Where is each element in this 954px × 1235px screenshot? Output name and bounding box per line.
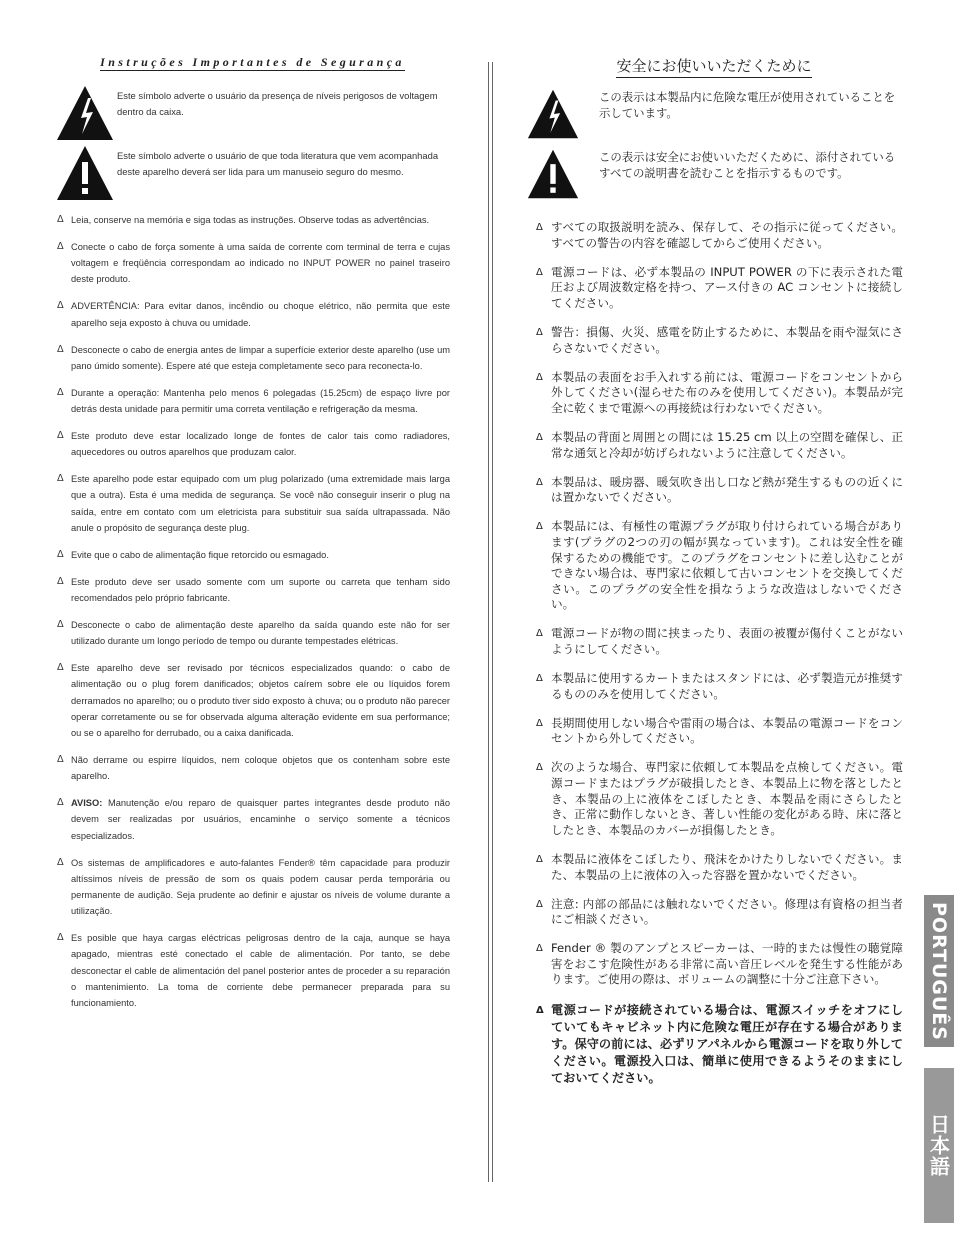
jp-symbol-1-text: この表示は本製品内に危険な電圧が使用されていることを示しています。 [599,90,896,120]
tab-japanese-label: 日本語 [926,1114,951,1177]
jp-symbol-row-exclamation [525,148,903,200]
japanese-title: 安全にお使いいただくために [525,55,903,76]
list-item: Δ 警告：損傷、火災、感電を防止するために、本製品を雨や湿気にさらさないでください。 [525,325,903,356]
list-item-aviso [55,795,450,844]
list-item: Δ 本製品の背面と周囲との間には 15.25 cm 以上の空間を確保し、正常な通気と冷却が妨げられないように注意してください。 [525,430,903,461]
pt-instruction-list [55,212,450,1011]
tab-portuguese-label: PORTUGUÊS [928,901,950,1041]
portuguese-column [55,55,450,1022]
column-divider [488,62,489,1182]
list-item: Δ 本製品に使用するカートまたはスタンドには、必ず製造元が推奨するもののみを使用してください。 [525,671,903,702]
pt-symbol-row-exclamation [55,144,450,202]
list-item: Δ Este produto deve ser usado somente com um suporte ou carreta que tenham sido recomendados pelo próprio fabricante. [55,574,450,606]
list-item: Δ Desconecte o cabo de alimentação deste aparelho da saída quando este não for ser utilizado durante um longo período de tempo ou durante tempestades elétricas. [55,617,450,649]
list-item: Δ Os sistemas de amplificadores e auto-falantes Fender® têm capacidade para produzir altíssimos níveis de pressão de som os quais podem causar perda temporária ou permanente de audição. Seja prudente ao definir e ajustar os níveis de volume durante a utilização. [55,855,450,920]
list-item: Δ Este aparelho deve ser revisado por técnicos especializados quando: o cabo de alimentação ou o plug forem danificados; objetos caírem sobre ele ou líquidos forem derramados no aparelho; ou o produto tiver sido exposto à chuva; ou o produto não parecer operar corretamente ou se for observada alguma alteração evidente em sua performance; ou se o aparelho for derrubado, ou a caixa danificada. [55,660,450,741]
list-item: Δ 電源コードは、必ず本製品の INPUT POWER の下に表示された電圧および周波数定格を持つ、アース付きの AC コンセントに接続してください。 [525,265,903,312]
aviso-label: AVISO: [71,798,103,809]
exclamation-warning-icon [525,148,581,200]
aviso-text: Manutenção e/ou reparo de quaisquer partes integrantes desde produto não devem ser realizadas por usuários, encaminhe o serviço somente a técnicos especializados. [71,798,450,841]
list-item: Δ ADVERTÊNCIA: Para evitar danos, incêndio ou choque elétrico, não permita que este aparelho seja exposto à chuva ou umidade. [55,298,450,330]
pt-symbol-row-lightning [55,84,450,142]
list-item: Δ 電源コードが物の間に挟まったり、表面の被覆が傷付くことがないようにしてください。 [525,626,903,657]
list-item-bold: Δ 電源コードが接続されている場合は、電源スイッチをオフにしていてもキャビネット内に危険な電圧が存在する場合があります。保守の前には、必ずリアパネルから電源コードを取り外してください。電源投入口は、簡単に使用できるようそのままにしておいてください。 [525,1002,903,1087]
list-item: Δ Desconecte o cabo de energia antes de limpar a superfície exterior deste aparelho (use um pano úmido somente). Espere até que esteja completamente seco para reconecta-lo. [55,342,450,374]
portuguese-title: Instruções Importantes de Segurança [100,55,405,69]
pt-symbol-2-text: Este símbolo adverte o usuário de que toda literatura que vem acompanhada deste aparelho deverá ser lida para um manuseio seguro do mesmo. [117,150,439,177]
tab-portuguese[interactable] [924,895,954,1047]
lightning-warning-icon [525,88,581,140]
jp-symbol-row-lightning [525,88,903,140]
list-item: Δ Durante a operação: Mantenha pelo menos 6 polegadas (15.25cm) de espaço livre por detrás desta unidade para permitir uma correta ventilação e refrigeração da mesma. [55,385,450,417]
pt-symbol-1-text: Este símbolo adverte o usuário da presença de níveis perigosos de voltagem dentro da caixa. [117,90,438,117]
list-item: Δ 注意: 内部の部品には触れないでください。修理は有資格の担当者にご相談ください。 [525,897,903,928]
jp-symbol-2-text: この表示は安全にお使いいただくために、添付されているすべての説明書を読むことを指示するものです。 [599,150,896,180]
lightning-warning-icon [55,84,115,142]
list-item: Δ Es posible que haya cargas eléctricas peligrosas dentro de la caja, aunque se haya apagado, mientras esté conectado el cable de alimentación. Por tanto, se debe desconectar el cable de alimentación del panel posterior antes de proceder a su reparación o mantenimiento. La toma de corriente debe permanecer preparada para su funcionamiento. [55,930,450,1011]
list-item: Δ すべての取扱説明を読み、保存して、その指示に従ってください。すべての警告の内容を確認してからご使用ください。 [525,220,903,251]
list-item: Δ 本製品の表面をお手入れする前には、電源コードをコンセントから外してください(湿らせた布のみを使用してください)。本製品が完全に乾くまで電源への再接続は行わないでください。 [525,370,903,417]
list-item: Δ Este aparelho pode estar equipado com um plug polarizado (uma extremidade mais larga que a outra). Esta é uma medida de segurança. Se você não conseguir inserir o plug na saída, entre em contato com um eletricista para substituir sua saída ultrapassada. Não anule o propósito de segurança deste plug. [55,471,450,536]
list-item: Δ 本製品に液体をこぼしたり、飛沫をかけたりしないでください。また、本製品の上に液体の入った容器を置かないでください。 [525,852,903,883]
list-item: Δ Leia, conserve na memória e siga todas as instruções. Observe todas as advertências. [55,212,450,228]
list-item: Δ 本製品には、有極性の電源プラグが取り付けられている場合があります(プラグの2つの刃の幅が異なっています)。これは安全性を確保するための機能です。このプラグをコンセントに差し込むことができない場合は、専門家に依頼して古いコンセントを交換してください。このプラグの安全性を損なうような改造はしないでください。 [525,519,903,613]
list-item: Δ 長期間使用しない場合や雷雨の場合は、本製品の電源コードをコンセントから外してください。 [525,716,903,747]
list-item: Δ Fender ® 製のアンプとスピーカーは、一時的または慢性の聴覚障害をおこす危険性がある非常に高い音圧レベルを発生する性能があります。ご使用の際は、ボリュームの調整に十分ご注意下さい。 [525,941,903,988]
column-divider [492,62,493,1182]
list-item: Δ Conecte o cabo de força somente à uma saída de corrente com terminal de terra e cujas voltagem e freqüência correspondam ao indicado no INPUT POWER no painel traseiro deste produto. [55,239,450,288]
list-item: Δ Evite que o cabo de alimentação fique retorcido ou esmagado. [55,547,450,563]
list-item: Δ 本製品は、暖房器、暖気吹き出し口など熱が発生するものの近くには置かないでください。 [525,475,903,506]
exclamation-warning-icon [55,144,115,202]
list-item: Δ Não derrame ou espirre líquidos, nem coloque objetos que os contenham sobre este aparelho. [55,752,450,784]
jp-instruction-list [525,220,903,1087]
tab-japanese[interactable] [924,1068,954,1223]
list-item: Δ Este produto deve estar localizado longe de fontes de calor tais como radiadores, aquecedores ou outros aparelhos que produzam calor. [55,428,450,460]
list-item: Δ 次のような場合、専門家に依頼して本製品を点検してください。電源コードまたはプラグが破損したとき、本製品上に物を落としたとき、本製品の上に液体をこぼしたとき、本製品を雨にさらしたとき、正常に動作しないとき、著しい性能の変化がある時、床に落としたとき、本製品のカバーが損傷したとき。 [525,760,903,838]
japanese-column [525,55,903,1100]
